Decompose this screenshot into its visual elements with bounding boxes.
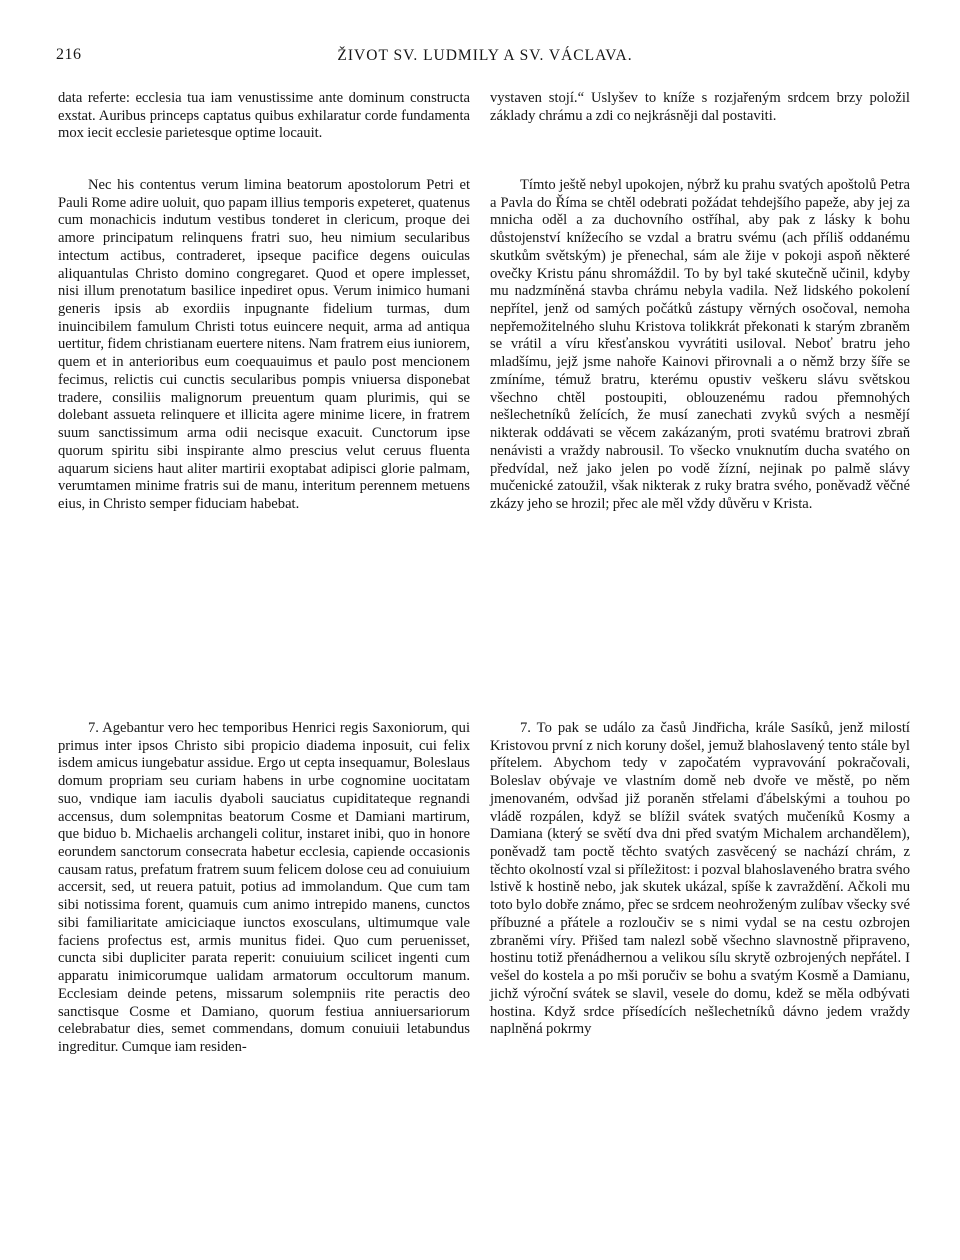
latin-paragraph: data referte: ecclesia tua iam venustissime ante dominum constructa exstat. Auribus princeps captatus quibus exhilaratur corde fundamenta mox iecit ecclesie parietesque optime locauit. xyxy=(58,90,470,142)
czech-column xyxy=(490,720,910,1039)
latin-paragraph: 7. Agebantur vero hec temporibus Henrici regis Saxoniorum, qui primus inter ipsos Christo sibi propicio diadema inposuit, cui felix isdem amicus iungebatur assidue. Ergo ut cepta insequamur, Boleslaus domum propriam seu curiam habens in urbe cognomine uocitatam suo, vndique iam iaculis dyaboli sauciatus cupiditateque regnandi accensus, dum solempnitas beatorum Cosme et Damiani martirum, que biduo b. Michaelis archangeli colitur, instaret inibi, quo in honore eorundem sanctorum consecrata habetur ecclesia, capiende occasionis causam ratus, prefatum fratrem suum felicem dolose ceu ad conuiuium accersit, sed, ut reuera patuit, potius ad immolandum. Que cum tam sibi notissima forent, quamuis cum animo intrepido manens, cunctos sibi familiaritate amiciciaque iunctos exosculans, ultimumque vale faciens profectus est, armis munitus fidei. Quo cum peruenisset, cuncta sibi dupliciter parata reperit: conuiuium scilicet ingenti cum apparatu inimicorumque ualidam armatorum occultorum manum. Ecclesiam deinde petens, missarum solempniis rite peractis deo sanctisque Cosme et Damiano, quorum festiua anniuersariorum celebrabatur dies, semet commendans, domum conuiuii letabundus ingreditur. Cumque iam residen- xyxy=(58,720,470,1055)
latin-paragraph: Nec his contentus verum limina beatorum apostolorum Petri et Pauli Rome adire uoluit, quo papam illius temporis expeteret, quatenus cum monachicis indutum vestibus tonderet in clericum, proque dei amore principatum relinquens fratri suo, heu nimium secularibus intectum actibus, contraderet, ipseque pacifice degens ouiculas aliquantulas Christo domino congregaret. Quod et opere implesset, nisi illum prenotatum basilice inpediret opus. Verum inimico humani generis ipsis ab exordiis inpugnante fidelium turmas, dum inuincibilem famulum Christi totus euincere nequit, arma ad antiqua uertitur, fidem christianam euertere nitens. Nam fratrem eius iuniorem, quem et in anterioribus eum coequauimus et paulo post mencionem fecimus, relictis cui cunctis secularibus pompis vniuersa disponebat tradere, consiliis malignorum preuentum quam plurimis, qui se dolebant assueta relinquere et illicita agere minime licere, in fratrem suum sanctissimum arma odii necisque exacuit. Cunctorum ipse quorum spiritu sibi inspirante almo prescius velut ceruus fluenta aquarum siciens haut aliter martirii exoptabat adipisci glorie palmam, verumtamen minime fratris sui de manu, interitum perennem metuens eius, in Christo semper fiduciam habebat. xyxy=(58,177,470,512)
czech-paragraph: vystaven stojí.“ Uslyšev to kníže s rozjařeným srdcem brzy položil základy chrámu a zdi co nejkrásněji dal postaviti. xyxy=(490,90,910,124)
running-title: ŽIVOT SV. LUDMILY A SV. VÁCLAVA. xyxy=(337,47,633,64)
czech-paragraph: Tímto ještě nebyl upokojen, nýbrž ku prahu svatých apoštolů Petra a Pavla do Říma se chtěl odebrati požádat tehdejšího papeže, aby jej za mnicha oděl a za duchovního ostříhal, aby pak z lásky k bohu důstojenství knížecího se vzdal a bratru svému (ach příliš oddanému skutkům světským) je přenechal, sám ale žije v pokoji aspoň některé ovečky Kristu pánu shromáždil. To by byl také skutečně učinil, kdyby mu nadzmíněná stavba chrámu nebyla vadila. Než lidského pokolení nepřítel, jenž od samých počátků zástupy věrných osočoval, nemoha nepřemožitelného sluhu Kristova tolikkrát překonati k starým zbraněm se vrátil a víru křesťanskou vyvrátiti usiloval. Neboť bratru jeho mladšímu, jejž jsme nahoře Kainovi přirovnali a o němž brzy šíře se zmíníme, témuž bratru, kterému opustiv veškeru slávu světskou všechno chtěl postoupiti, oblouzenému radou přemnohých nešlechetníků želících, že musí zanechati zvyků svých a nesmějí nikterak oddávati se věcem zakázaným, proti svatému bratrovi zbraň nenávisti a vraždy nabrousil. To všecko vnuknutím ducha svatého on předvídal, než jako jelen po vodě žízní, nejinak po palmě slávy mučenické zatoužil, však nikterak z ruky bratra svého, poněvadž věčné zkázy jeho se hrozil; přec ale měl vždy důvěru v Krista. xyxy=(490,177,910,512)
czech-paragraph: 7. To pak se událo za časů Jindřicha, krále Sasíků, jenž milostí Kristovou první z nich koruny došel, jemuž blahoslavený tento stále byl přítelem. Abychom tedy v započatém vypravování pokračovali, Boleslav obývaje ve vlastním domě neb dvoře ve městě, po něm jmenovaném, odvšad již poraněn střelami ďábelskými a touhou po vládě rozpálen, když se blížil svátek svatých mučeníků Kosmy a Damiana (který se světí dva dni před svatým Michalem archandělem), poněvadž tam poctě těchto svatých zasvěcený se nachází chrám, z těchto okolností vzal si příležitost: i pozval blahoslaveného bratra svého lstivě k hostině nebo, jak skutek ukázal, spíše k zavraždění. Ačkoli mu toto bylo dobře známo, přec se srdcem neohroženým zulíbav všecky své příbuzné a přátele a rozloučiv se s nimi vydal se na cestu ozbrojen zbraněmi víry. Přišed tam nalezl sobě všechno slavnostně připraveno, hostinu totiž přenádhernou a velikou sílu skrytě ozbrojených nepřátel. I vešel do kostela a po mši poručiv se bohu a svatým Kosmě a Damianu, jichž výroční svátek se slavil, vesele do domu, kdež se měla odbývati hostina. Když srdce přísedících nešlechetníků dávno jedem vraždy naplněná pokrmy xyxy=(490,720,910,1038)
page-number: 216 xyxy=(56,46,82,63)
page-header xyxy=(56,46,914,66)
czech-column xyxy=(490,177,910,514)
latin-column xyxy=(58,177,470,514)
latin-column xyxy=(58,720,470,1057)
latin-column xyxy=(58,90,470,143)
czech-column xyxy=(490,90,910,125)
